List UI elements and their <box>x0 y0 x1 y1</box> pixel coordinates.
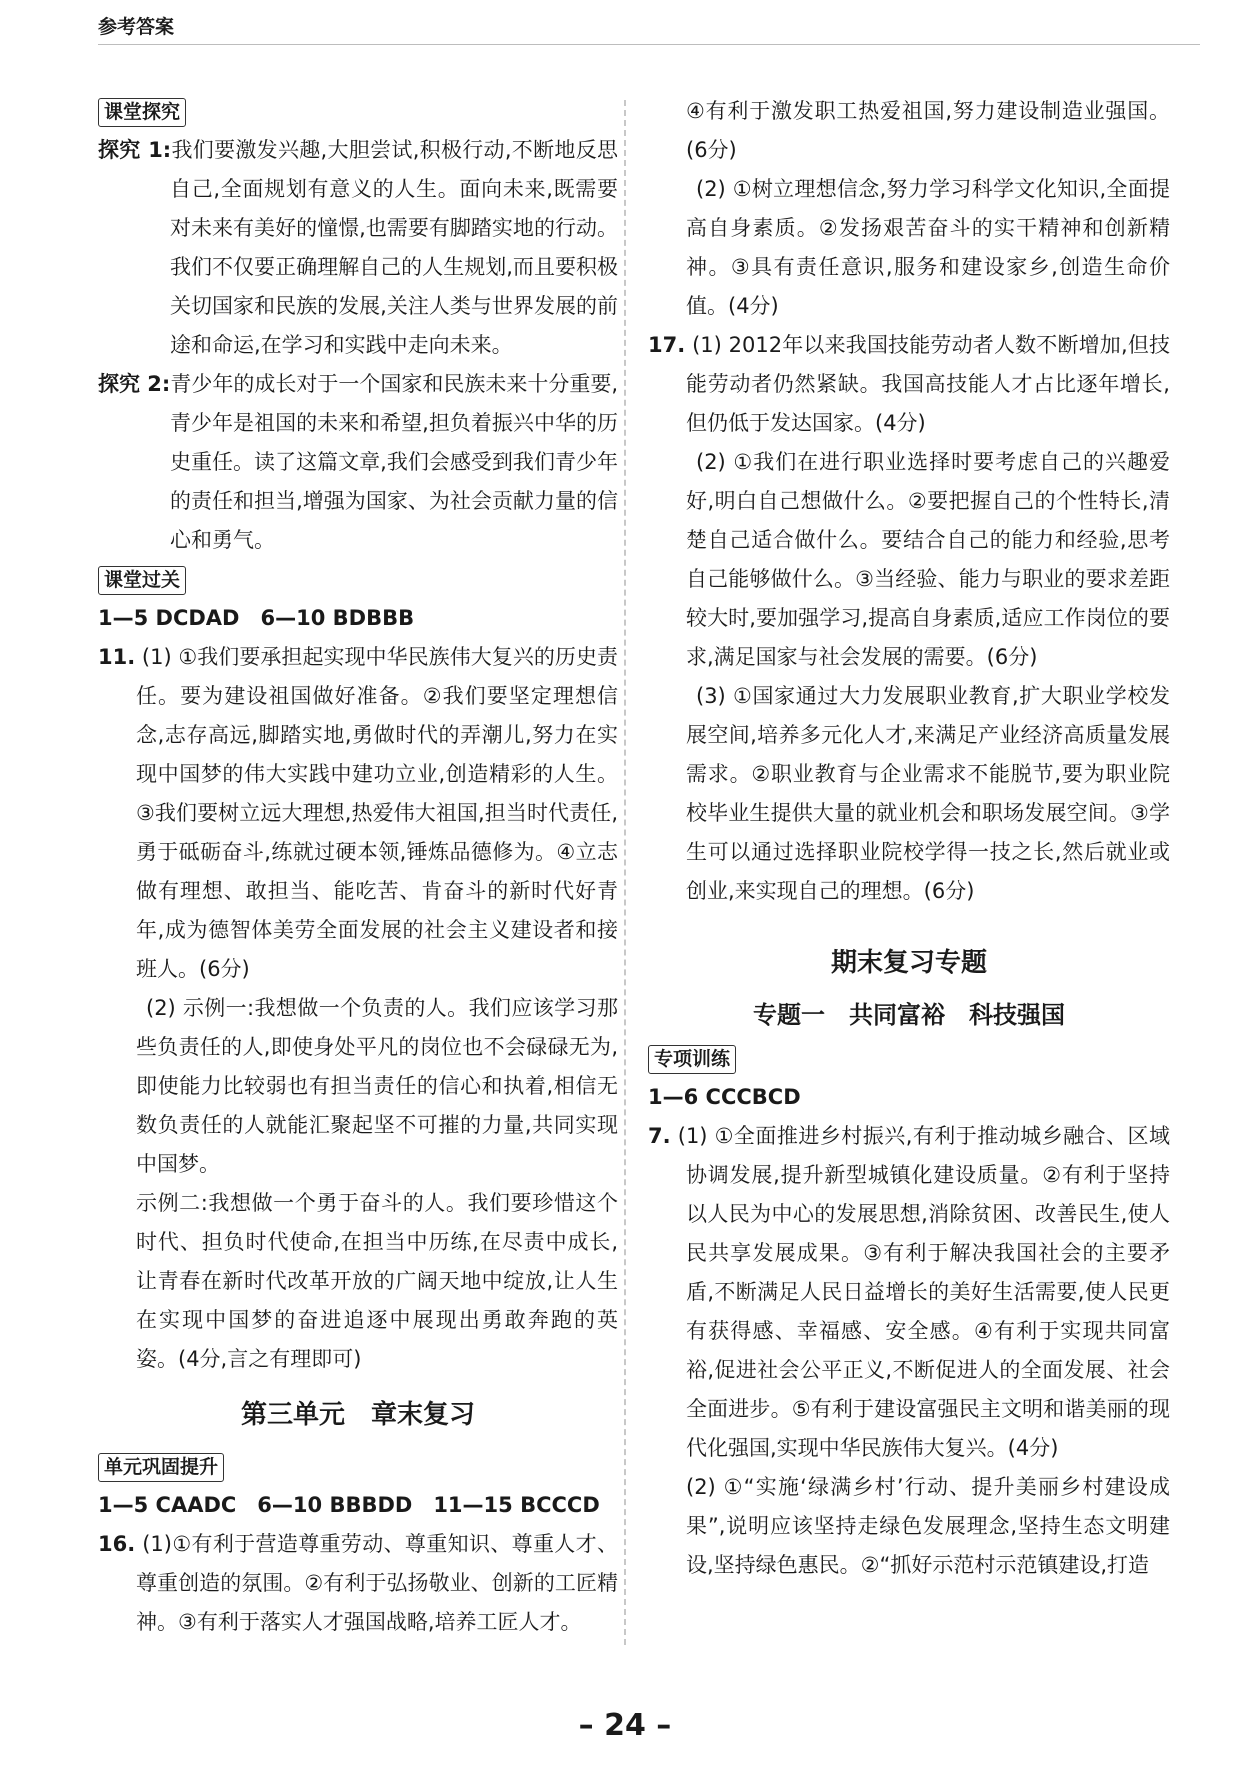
explore-1-label: 探究 1: <box>98 138 172 162</box>
question-11-part-1 <box>98 638 618 989</box>
explore-2-text: 青少年的成长对于一个国家和民族未来十分重要,青少年是祖国的未来和希望,担负着振兴中华的历史重任。读了这篇文章,我们会感受到我们青少年的责任和担当,增强为国家、为社会贡献力量的信心和勇气。 <box>170 372 619 552</box>
topic-one-title: 专题一 共同富裕 科技强国 <box>753 1001 1065 1029</box>
question-17-number: 17. <box>648 333 686 357</box>
question-17-part-2: (2) ①我们在进行职业选择时要考虑自己的兴趣爱好,明白自己想做什么。②要把握自己的个性特长,清楚自己适合做什么。要结合自己的能力和经验,思考自己能够做什么。③当经验、能力与职业的要求差距较大时,要加强学习,提高自身素质,适应工作岗位的要求,满足国家与社会发展的需要。(6分) <box>686 450 1170 669</box>
right-column <box>648 92 1170 1585</box>
answers-1-10: 1—5 DCDAD 6—10 BDBBB <box>98 606 415 630</box>
question-16-part-1 <box>98 1525 618 1642</box>
left-column <box>98 92 618 1642</box>
tag-classroom-pass: 课堂过关 <box>98 566 186 595</box>
question-7-text-1: (1) ①全面推进乡村振兴,有利于推动城乡融合、区域协调发展,提升新型城镇化建设质量。②有利于坚持以人民为中心的发展思想,消除贫困、改善民生,使人民共享发展成果。③有利于解决我国社会的主要矛盾,不断满足人民日益增长的美好生活需要,使人民更有获得感、幸福感、安全感。④有利于实现共同富裕,促进社会公平正义,不断促进人的全面发展、社会全面进步。⑤有利于建设富强民主文明和谐美丽的现代化强国,实现中华民族伟大复兴。(4分) <box>677 1124 1170 1460</box>
question-17-part-1 <box>648 326 1170 443</box>
answers-1-6: 1—6 CCCBCD <box>648 1085 801 1109</box>
page-number: – 24 – <box>578 1708 672 1743</box>
question-11-text-1: (1) ①我们要承担起实现中华民族伟大复兴的历史责任。要为建设祖国做好准备。②我们要坚定理想信念,志存高远,脚踏实地,勇做时代的弄潮儿,努力在实现中国梦的伟大实践中建功立业,创造精彩的人生。③我们要树立远大理想,热爱伟大祖国,担当时代责任,勇于砥砺奋斗,练就过硬本领,锤炼品德修为。④立志做有理想、敢担当、能吃苦、肯奋斗的新时代好青年,成为德智体美劳全面发展的社会主义建设者和接班人。(6分) <box>136 645 618 981</box>
explore-1-text: 我们要激发兴趣,大胆尝试,积极行动,不断地反思自己,全面规划有意义的人生。面向未来,既需要对未来有美好的憧憬,也需要有脚踏实地的行动。我们不仅要正确理解自己的人生规划,而且要积极关切国家和民族的发展,关注人类与世界发展的前途和命运,在学习和实践中走向未来。 <box>170 138 618 357</box>
question-16-number: 16. <box>98 1532 136 1556</box>
header-title: 参考答案 <box>98 16 175 38</box>
header-divider <box>98 44 1200 45</box>
column-divider <box>624 100 626 1645</box>
question-7-part-2: (2) ①“实施‘绿满乡村’行动、提升美丽乡村建设成果”,说明应该坚持走绿色发展理念,坚持生态文明建设,坚持绿色惠民。②“抓好示范村示范镇建设,打造 <box>686 1475 1170 1577</box>
question-11-part-2: (2) 示例一:我想做一个负责的人。我们应该学习那些负责任的人,即使身处平凡的岗位也不会碌碌无为,即使能力比较弱也有担当责任的信心和执着,相信无数负责任的人就能汇聚起坚不可摧的力量,共同实现中国梦。 <box>136 996 618 1176</box>
explore-2-label: 探究 2: <box>98 372 171 396</box>
answers-1-15: 1—5 CAADC 6—10 BBBDD 11—15 BCCCD <box>98 1493 600 1517</box>
tag-classroom-explore: 课堂探究 <box>98 98 186 127</box>
question-16-continued: ④有利于激发职工热爱祖国,努力建设制造业强国。(6分) <box>686 99 1170 162</box>
final-review-title: 期末复习专题 <box>830 948 987 978</box>
question-16-part-2: (2) ①树立理想信念,努力学习科学文化知识,全面提高自身素质。②发扬艰苦奋斗的实干精神和创新精神。③具有责任意识,服务和建设家乡,创造生命价值。(4分) <box>686 177 1170 318</box>
unit-three-title: 第三单元 章末复习 <box>240 1400 475 1430</box>
question-17-part-3: (3) ①国家通过大力发展职业教育,扩大职业学校发展空间,培养多元化人才,来满足产业经济高质量发展需求。②职业教育与企业需求不能脱节,要为职业院校毕业生提供大量的就业机会和职场发展空间。③学生可以通过选择职业院校学得一技之长,然后就业或创业,来实现自己的理想。(6分) <box>686 684 1170 903</box>
question-17-text-1: (1) 2012年以来我国技能劳动者人数不断增加,但技能劳动者仍然紧缺。我国高技能人才占比逐年增长,但仍低于发达国家。(4分) <box>686 333 1170 435</box>
question-11-number: 11. <box>98 645 136 669</box>
tag-special-training: 专项训练 <box>648 1045 736 1074</box>
tag-unit-review: 单元巩固提升 <box>98 1453 224 1482</box>
explore-2 <box>98 365 618 560</box>
question-7-part-1 <box>648 1117 1170 1468</box>
question-11-part-3: 示例二:我想做一个勇于奋斗的人。我们要珍惜这个时代、担负时代使命,在担当中历练,在尽责中成长,让青春在新时代改革开放的广阔天地中绽放,让人生在实现中国梦的奋进追逐中展现出勇敢奔跑的英姿。(4分,言之有理即可) <box>136 1191 618 1371</box>
explore-1 <box>98 131 618 365</box>
question-16-text-1: (1)①有利于营造尊重劳动、尊重知识、尊重人才、尊重创造的氛围。②有利于弘扬敬业、创新的工匠精神。③有利于落实人才强国战略,培养工匠人才。 <box>136 1532 618 1634</box>
question-7-number: 7. <box>648 1124 671 1148</box>
